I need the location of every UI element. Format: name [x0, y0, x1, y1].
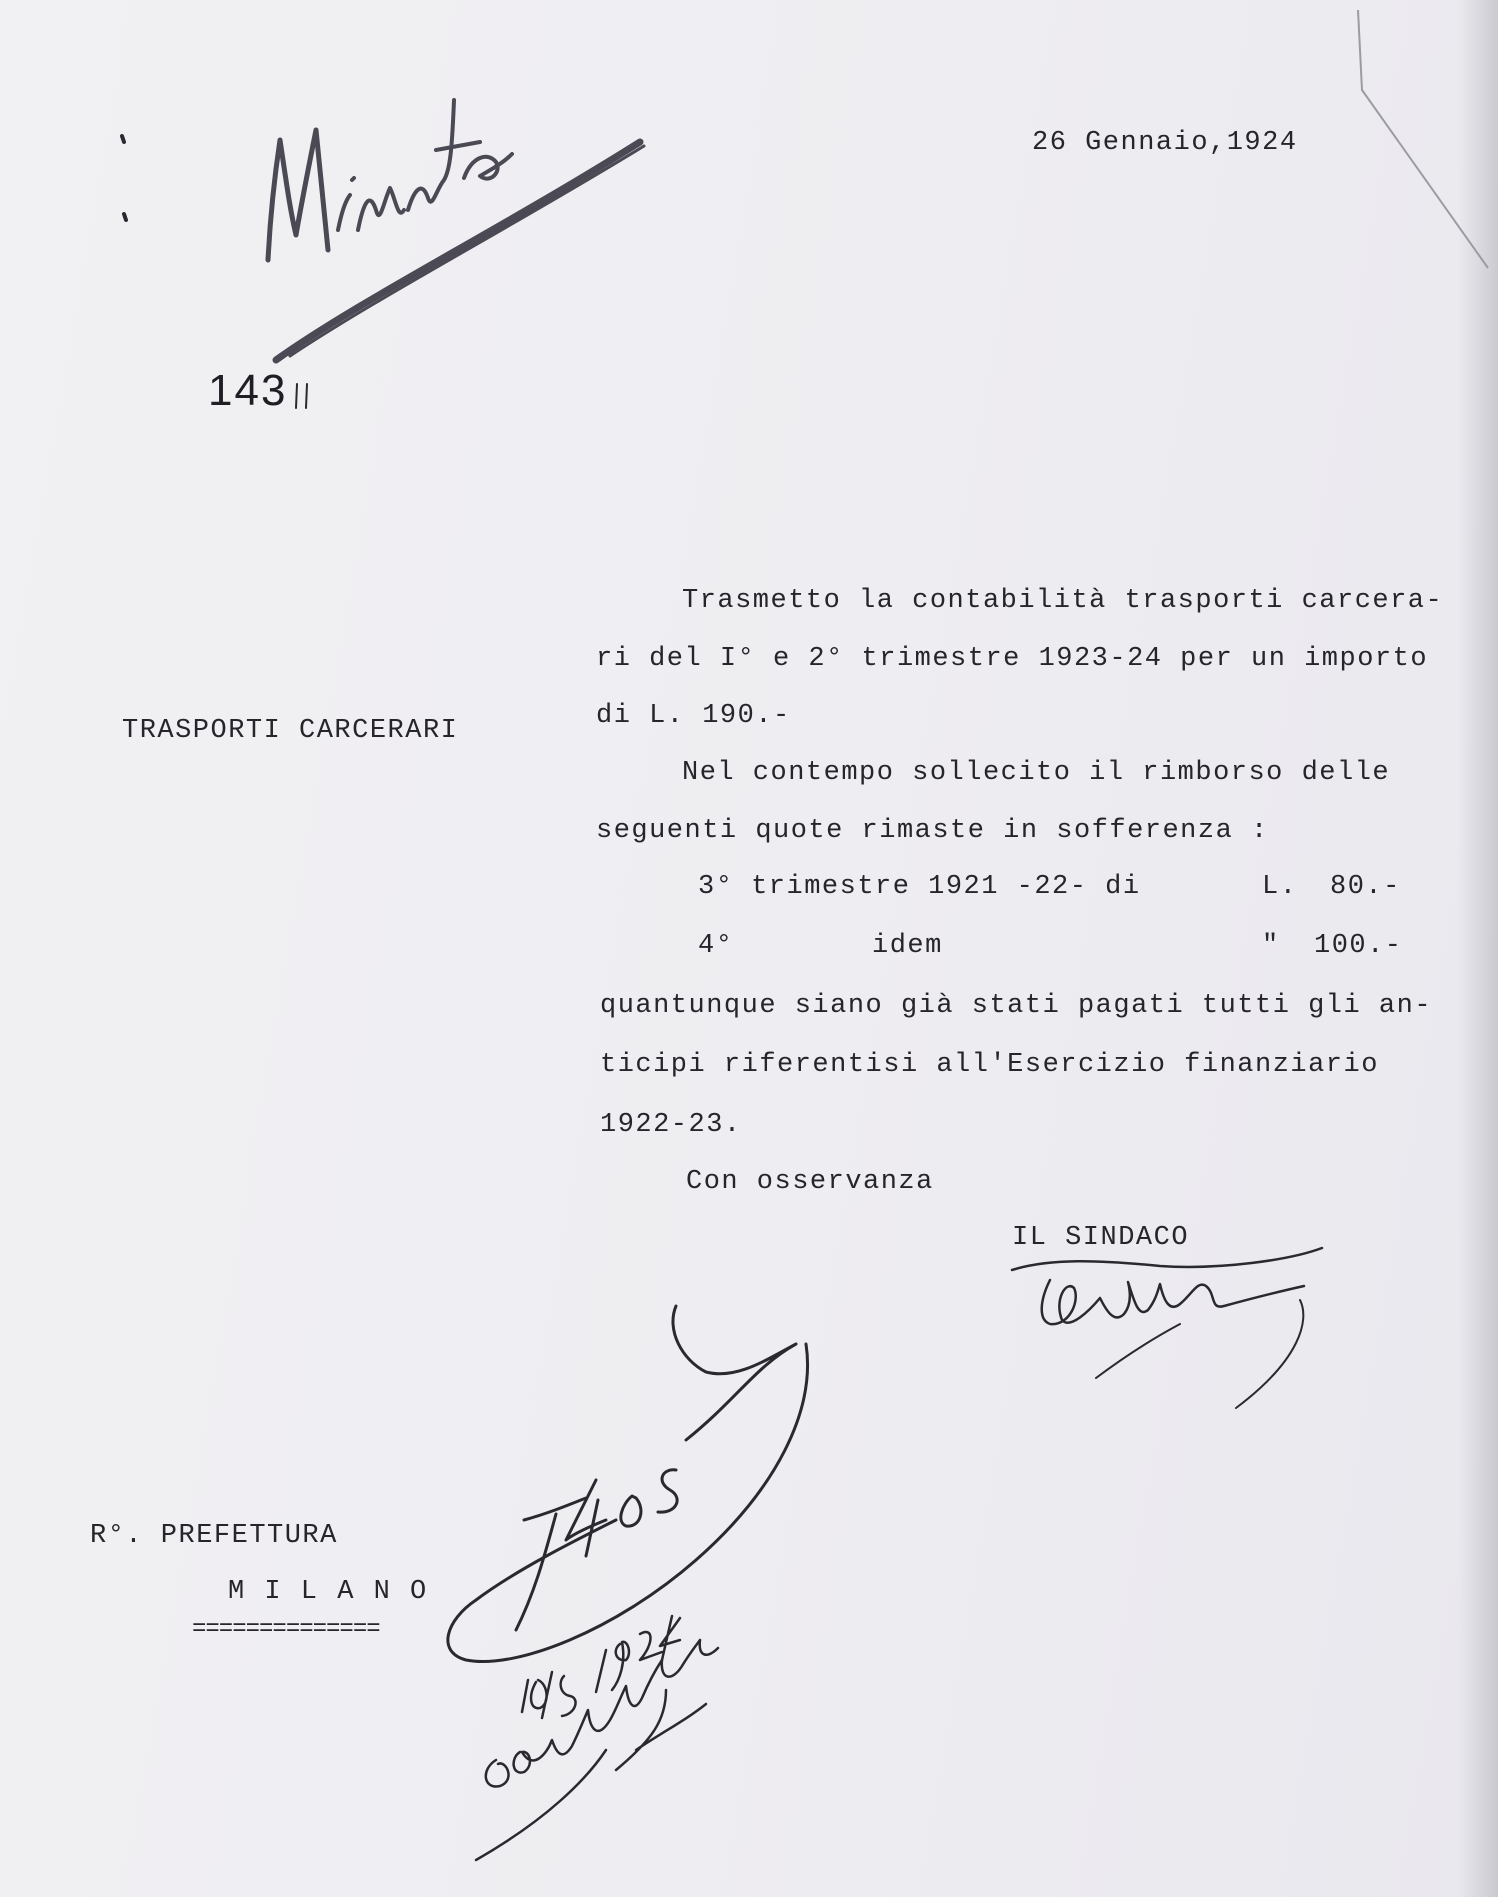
mayor-signature	[1010, 1240, 1340, 1420]
recipient-underline: ==============	[192, 1616, 380, 1643]
quote-1-period: 3° trimestre 1921 -22- di	[698, 872, 1141, 902]
protocol-number: 143	[208, 366, 288, 415]
body-line-1: Trasmetto la contabilità trasporti carcera-	[682, 586, 1444, 616]
recipient-line-1: R°. PREFETTURA	[90, 1521, 338, 1551]
handwritten-annotation	[436, 1300, 836, 1870]
page-fold-line	[1338, 0, 1498, 300]
body-line-5: seguenti quote rimaste in sofferenza :	[596, 816, 1269, 846]
body-line-8: 1922-23.	[600, 1110, 742, 1140]
recipient-line-2: M I L A N O	[228, 1577, 429, 1607]
body-line-3: di L. 190.-	[596, 701, 791, 731]
quote-2-idem: idem	[872, 931, 943, 961]
handwritten-minuta-mark	[240, 60, 660, 390]
quote-1-amount: 80.-	[1330, 872, 1401, 902]
closing-salutation: Con osservanza	[686, 1167, 934, 1197]
quote-1-currency: L.	[1262, 872, 1298, 902]
subject-heading: TRASPORTI CARCERARI	[122, 716, 459, 746]
protocol-number-suffix-mark	[292, 382, 314, 412]
body-line-7: ticipi riferentisi all'Esercizio finanziario	[600, 1050, 1379, 1080]
document-date: 26 Gennaio,1924	[1032, 128, 1298, 158]
signatory-title: IL SINDACO	[1012, 1223, 1190, 1253]
quote-2-amount: 100.-	[1314, 931, 1403, 961]
body-line-4: Nel contempo sollecito il rimborso delle	[682, 758, 1391, 788]
body-line-6: quantunque siano già stati pagati tutti gli an-	[600, 991, 1433, 1021]
quote-2-period: 4°	[698, 931, 734, 961]
quote-2-ditto-mark: "	[1262, 931, 1280, 961]
body-line-2: ri del I° e 2° trimestre 1923-24 per un importo	[596, 644, 1429, 674]
margin-marks	[114, 130, 134, 230]
